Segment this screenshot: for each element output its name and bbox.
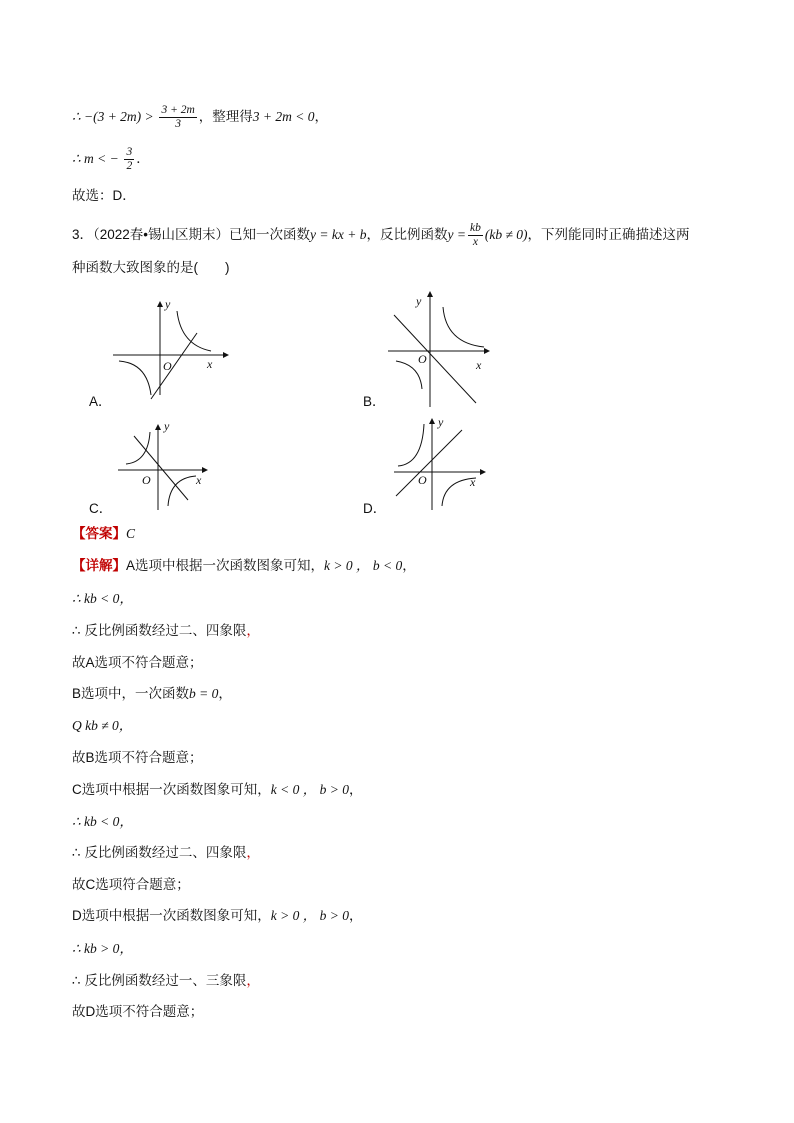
graph-b [380,285,520,410]
answer-line [72,524,135,544]
explanation-line-1: 【详解】A选项中根据一次函数图象可知，k > 0 ， b < 0， [72,558,416,573]
inverse-lhs: y = [447,227,466,243]
y-arrow [157,301,163,307]
line-graph [394,315,476,403]
answer-value: C [126,526,136,541]
explanation-line-9: ∴ kb < 0， [72,814,133,829]
y-label: y [165,297,171,311]
step1-math: 3 + 2m < 0 [252,109,315,125]
step1-prefix: ∴ −(3 + 2m) > [72,109,154,125]
y-arrow [155,424,161,430]
explanation-line-5: B选项中，一次函数b = 0， [72,686,232,701]
option-a-label[interactable]: A． [89,394,112,409]
line-graph [134,436,188,500]
y-arrow [427,291,433,297]
origin-label: O [418,352,427,366]
explanation-line-7: 故B选项不符合题意； [72,750,203,765]
x-label: x [476,358,482,372]
question-line-1: 3．（2022春•锡山区期末）已知一次函数y = kx + b，反比例函数y = $\frac{kb}{x}$ (kb ≠ 0)，下列能同时正确描述这两 [72,222,690,248]
explanation-line-11: 故C选项符合题意； [72,877,190,892]
explanation-line-2: ∴ kb < 0， [72,591,133,606]
question-source: （2022春•锡山区期末） [93,227,230,243]
y-label: y [416,294,422,308]
y-label: y [164,419,170,433]
explanation-line-14: ∴ 反比例函数经过一、三象限， [72,973,260,988]
step-line-2: ∴ m < − $\frac{3}{2}$ ． [72,146,150,172]
x-label: x [470,475,476,489]
option-b-label[interactable]: B． [363,394,386,409]
y-arrow [429,418,435,424]
explanation-line-13: ∴ kb > 0， [72,941,133,956]
hyperbola-branch-q2 [126,432,150,464]
hyperbola-branch-q2 [398,424,424,466]
question-line-2: 种函数大致图象的是( ) [72,260,230,275]
graph-a [105,295,245,405]
explanation-line-15: 故D选项不符合题意； [72,1004,204,1019]
inverse-fraction: $\frac{kb}{x}$ [469,222,481,248]
hyperbola-branch-q1 [177,311,211,351]
hyperbola-branch-q1 [443,307,484,347]
x-arrow [480,469,486,475]
answer-tag: 【答案】 [72,526,126,541]
origin-label: O [163,359,172,373]
x-label: x [207,357,213,371]
explanation-line-8: C选项中根据一次函数图象可知，k < 0 ， b > 0， [72,782,363,797]
explanation-line-12: D选项中根据一次函数图象可知，k > 0 ， b > 0， [72,908,363,923]
inverse-condition: (kb ≠ 0) [484,227,528,243]
graph-c [112,418,232,513]
line-graph [151,333,197,399]
option-d-label[interactable]: D． [363,501,387,516]
explanation-line-3: ∴ 反比例函数经过二、四象限， [72,623,260,638]
step2-fraction: $\frac{3}{2}$ [126,146,133,172]
step2-prefix: ∴ m < − [72,151,119,167]
explanation-line-10: ∴ 反比例函数经过二、四象限， [72,845,260,860]
origin-label: O [142,473,151,487]
linear-function: y = kx + b [310,227,367,243]
x-arrow [223,352,229,358]
graph-d [388,414,508,514]
y-label: y [438,415,444,429]
x-arrow [202,467,208,473]
x-arrow [484,348,490,354]
explanation-line-6: Q kb ≠ 0， [72,718,133,733]
step1-mid: ，整理得 [198,109,253,125]
origin-label: O [418,473,427,487]
option-c-label[interactable]: C． [89,501,113,516]
question-number: 3． [72,227,94,243]
explanation-line-4: 故A选项不符合题意； [72,655,203,670]
explanation-tag: 【详解】 [72,558,126,573]
x-label: x [196,473,202,487]
step1-fraction: $\frac{3 + 2m}{3}$ [161,104,195,130]
step-line-3: 故选：D． [72,188,136,203]
step-line-1: ∴ −(3 + 2m) > $\frac{3 + 2m}{3}$ ，整理得3 + 2m < 0， [72,104,328,130]
hyperbola-branch-q3 [119,361,151,395]
